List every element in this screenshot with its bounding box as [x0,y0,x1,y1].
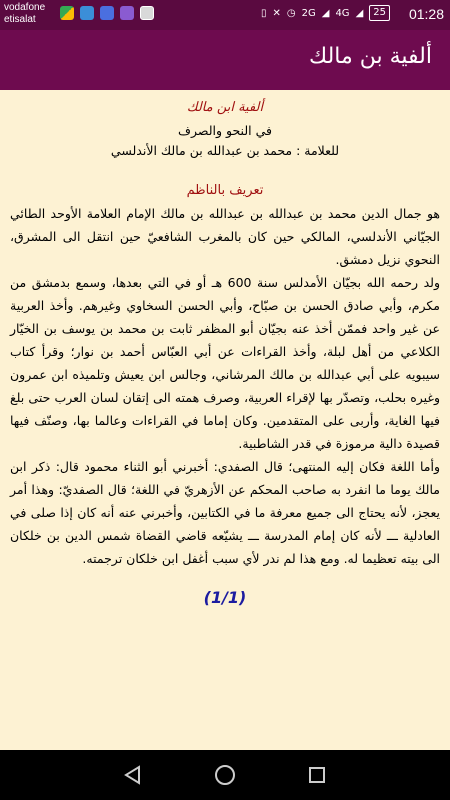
vibrate-icon: ▯ [260,7,267,19]
notification-icons [60,6,154,20]
calligraphy-heading: ألفية ابن مالك [186,100,264,115]
mail-icon [140,6,154,20]
paragraph-3: وأما اللغة فكان إليه المنتهى؛ قال الصفدي: أخبرني أبو الثناء محمود قال: ذكر ابن مالك يوما ما انفرد به صاحب المحكم عن الأزهريّ في اللغة؛ قال الصفديّ: وهذا أمر يعجز، لأنه يحتاج الى جميع معرفة ما في الكتابين، وأخبرني عنه أنه كان إذا صلى في العادلية ـــ لأنه كان إمام المدرسة ـــ يشيّعه قاضي القضاة شمس الدين بن خلكان الى بيته تعظيما له. ومع هذا لم ندر لأي سبب أغفل ابن خلكان ترجمته. [10,459,440,566]
home-circle-icon [214,764,236,786]
battery-level: 25 [369,5,390,21]
carrier-1: vodafone [4,2,46,13]
home-button[interactable] [210,760,240,790]
chat-icon [100,6,114,20]
back-button[interactable] [118,760,148,790]
photo-icon [120,6,134,20]
app-title: ألفية بن مالك [309,44,432,69]
content-inner [8,100,442,607]
paragraph-2: ولد رحمه الله بجيّان الأمدلس سنة 600 هـ أو في التي بعدها، وسمع بدمشق من مكرم، وأبي صادق الحسن بن صبّاح، وأبي الحسن السخاوي وغيرهم. وأخذ العربية عن غير واحد فممّن أخذ عنه بجيّان أبو المظفر ثابت بن محمد بن يوسف بن الخيّار الكلاعي من أهل لبلة، وأخذ القراءات عن أبي العبّاس أحمد بن نوار؛ وقرأ كتاب سيبويه على أبي عبدالله بن مالك المرشاني، وجالس ابن يعيش وتلميذه ابن عمرون وغيره بحلب، وتصدّر بها لإقراء العربية، وصرف همته الى إتقان لسان العرب حتى بلغ فيها الغاية، وأربى على المتقدمين. وكان إماما في القراءات وعالما بها، وصنّف فيها قصيدة دالية مرموزة في قدر الشاطبية. [10,275,440,451]
back-triangle-icon [123,765,143,785]
section-title: تعريف بالناظم [186,183,264,198]
signal-2-icon: ◢ [355,7,364,19]
carrier-names [4,2,45,26]
status-bar [0,0,450,30]
mute-icon: ✕ [272,7,281,19]
app-bar [0,30,450,90]
carrier-2: etisalat [4,14,36,25]
content-area[interactable] [0,90,450,750]
paragraph-1: هو جمال الدين محمد بن عبدالله بن عبدالله بن مالك الإمام العلامة الأوحد الطائي الجيّاني الأندلسي، المالكي حين كان بالمغرب الشافعيّ حين انتقل الى المشرق، النحوي نزيل دمشق. [10,206,440,267]
navigation-bar [0,750,450,800]
subtitle-2: للعلامة : محمد بن عبدالله بن مالك الأندلسي [110,143,340,158]
network-type-2: 4G [335,7,350,19]
messenger-icon [80,6,94,20]
clock: 01:28 [408,6,444,22]
recents-square-icon [307,765,327,785]
alarm-icon: ◷ [286,7,296,19]
signal-icon: ◢ [321,7,330,19]
recents-button[interactable] [302,760,332,790]
subtitle-1: في النحو والصرف [178,123,272,138]
page-indicator: (1/1) [203,588,247,607]
network-type-1: 2G [301,7,316,19]
system-icons [261,5,390,21]
play-store-icon [60,6,74,20]
